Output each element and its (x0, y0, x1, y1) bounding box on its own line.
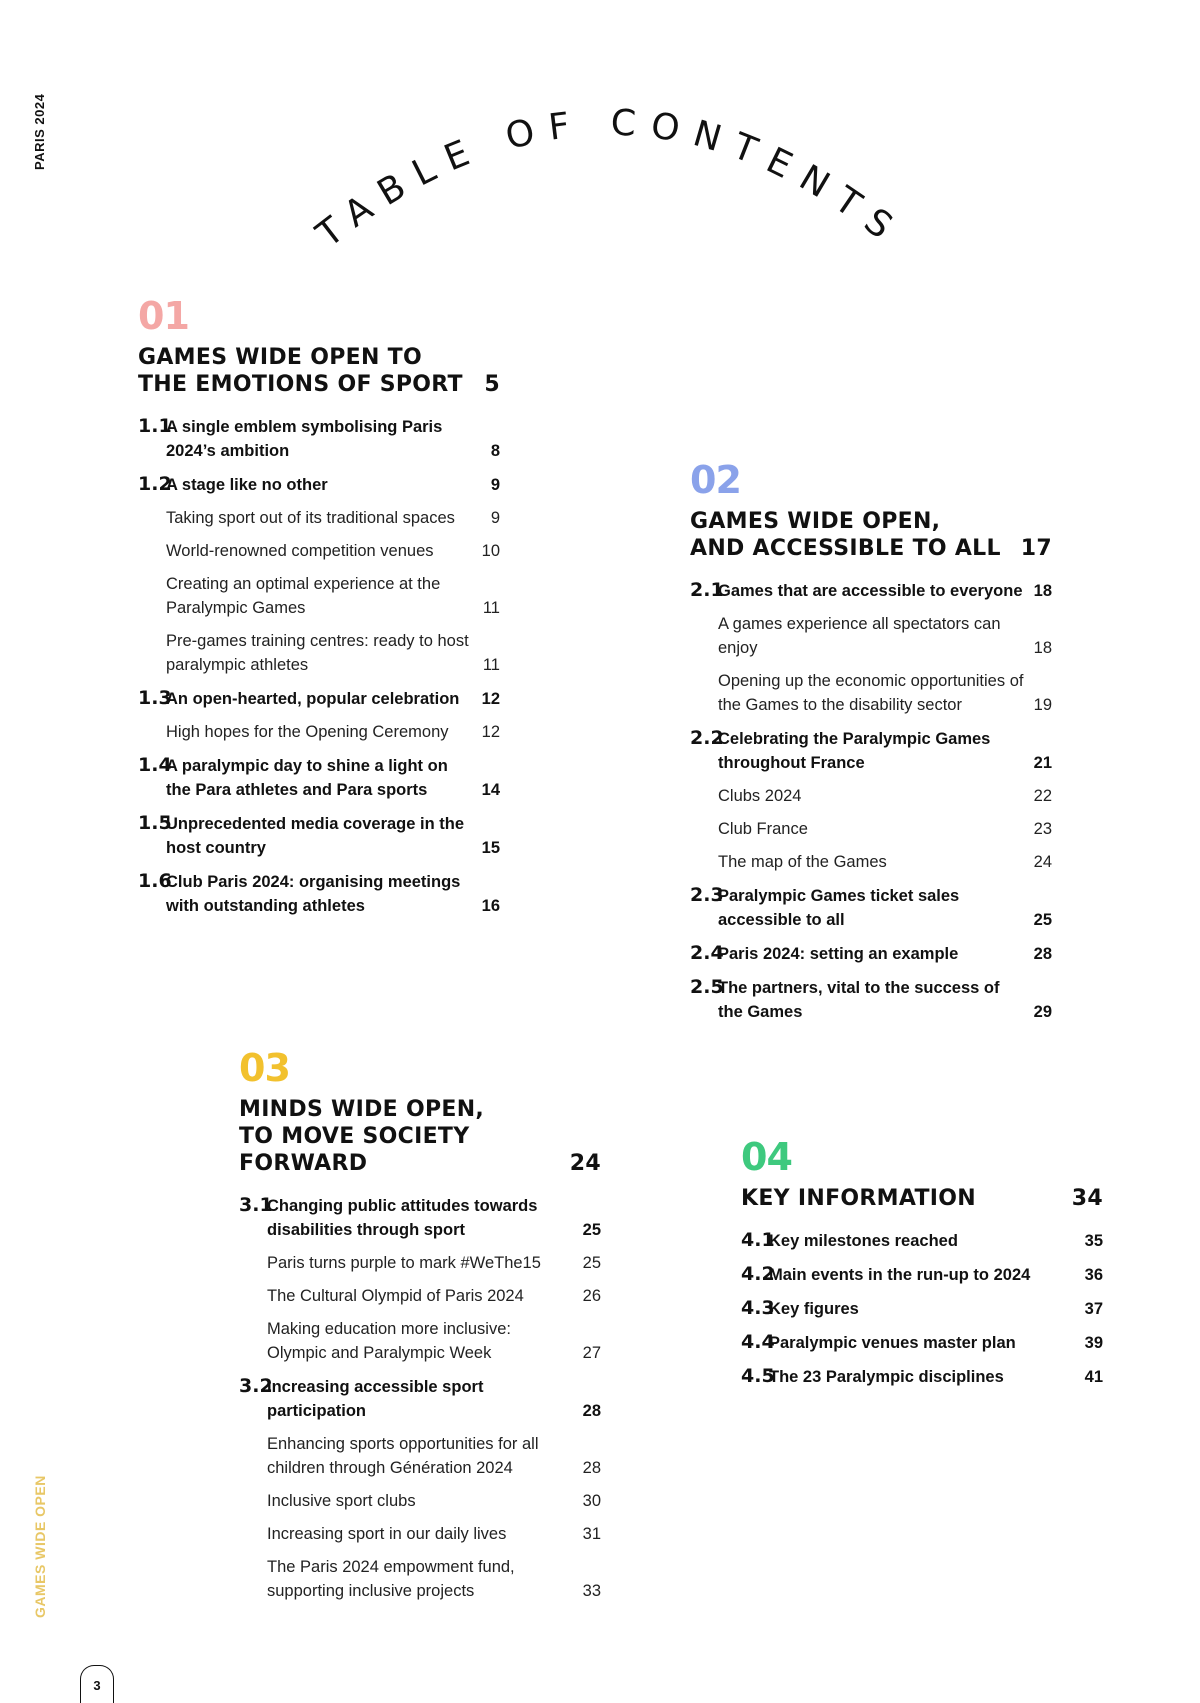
toc-entry-title (690, 941, 1026, 966)
toc-entry-page: 28 (582, 1459, 601, 1477)
side-label-games-wide-open: GAMES WIDE OPEN (32, 1475, 48, 1618)
toc-entry[interactable] (741, 1364, 1103, 1389)
toc-entry-number: 4.1 (741, 1229, 775, 1251)
toc-entry[interactable] (138, 686, 500, 711)
toc-entry-number: 4.3 (741, 1297, 775, 1319)
section-number: 03 (239, 1046, 290, 1090)
toc-entry-page: 14 (481, 781, 500, 799)
toc-entry-title (166, 720, 474, 744)
toc-entry-title (138, 686, 474, 711)
toc-entry-page: 25 (582, 1221, 601, 1239)
toc-entry-title (166, 572, 474, 620)
toc-entry-page: 18 (1033, 582, 1052, 600)
toc-entry-number: 1.3 (138, 687, 172, 709)
toc-entry-page: 41 (1084, 1368, 1103, 1386)
toc-entry[interactable] (690, 578, 1052, 603)
toc-entry-text: Clubs 2024 (718, 787, 802, 805)
toc-entry-page: 24 (1033, 853, 1052, 871)
toc-title-text: TABLE OF CONTENTS (309, 102, 911, 250)
toc-subentry[interactable] (239, 1251, 601, 1275)
toc-entry-page: 25 (582, 1254, 601, 1272)
toc-subentry[interactable] (690, 612, 1052, 660)
toc-entry-number: 2.2 (690, 727, 724, 749)
toc-entry-page: 21 (1033, 754, 1052, 772)
toc-subentry[interactable] (690, 669, 1052, 717)
toc-entry[interactable] (138, 753, 500, 802)
toc-entry-text: Paralympic venues master plan (769, 1334, 1016, 1352)
toc-entry-text: Games that are accessible to everyone (718, 582, 1023, 600)
section-heading (138, 344, 500, 398)
toc-entry-title (239, 1374, 575, 1423)
toc-entry[interactable] (138, 414, 500, 463)
toc-entry-number: 1.6 (138, 870, 172, 892)
toc-entry-text: A games experience all spectators can enjoy (718, 615, 1001, 657)
toc-subentry[interactable] (239, 1522, 601, 1546)
toc-entry-page: 25 (1033, 911, 1052, 929)
section-heading-text (239, 1096, 484, 1177)
toc-entry-number: 3.1 (239, 1194, 273, 1216)
toc-entry-number: 2.5 (690, 976, 724, 998)
toc-entry-page: 22 (1033, 787, 1052, 805)
toc-entry-page: 36 (1084, 1266, 1103, 1284)
section-heading-line: KEY INFORMATION (741, 1186, 976, 1211)
toc-entry-page: 39 (1084, 1334, 1103, 1352)
toc-entry-text: Unprecedented media coverage in the host country (166, 815, 465, 857)
toc-entry[interactable] (138, 811, 500, 860)
toc-entry-title (718, 817, 1026, 841)
section-page: 17 (1020, 536, 1052, 561)
toc-entry-title (741, 1228, 1077, 1253)
toc-entry-page: 28 (1033, 945, 1052, 963)
toc-entry-number: 4.5 (741, 1365, 775, 1387)
toc-title (300, 70, 920, 250)
toc-entry[interactable] (690, 883, 1052, 932)
toc-entry-text: A paralympic day to shine a light on the Para athletes and Para sports (166, 757, 448, 799)
toc-entry-number: 1.1 (138, 415, 172, 437)
toc-entry-title (741, 1262, 1077, 1287)
toc-entry-number: 2.1 (690, 579, 724, 601)
toc-entry-text: Changing public attitudes towards disabilities through sport (267, 1197, 538, 1239)
toc-entry-title (267, 1489, 575, 1513)
section-heading (690, 508, 1052, 562)
toc-entry-title (267, 1317, 575, 1365)
section-number: 01 (138, 294, 189, 338)
toc-entry-page: 9 (490, 509, 500, 527)
toc-entry-text: Club Paris 2024: organising meetings with outstanding athletes (166, 873, 461, 915)
section-02 (690, 460, 1052, 1033)
toc-subentry[interactable] (239, 1317, 601, 1365)
toc-entry-page: 16 (481, 897, 500, 915)
toc-subentry[interactable] (239, 1555, 601, 1603)
section-heading-line: GAMES WIDE OPEN TO (138, 345, 422, 370)
side-label-paris-2024: PARIS 2024 (32, 93, 47, 170)
section-heading-line: FORWARD (239, 1151, 368, 1176)
toc-entry-title (718, 784, 1026, 808)
toc-entry[interactable] (690, 975, 1052, 1024)
toc-subentry[interactable] (138, 720, 500, 744)
toc-entry-page: 35 (1084, 1232, 1103, 1250)
toc-entry-text: An open-hearted, popular celebration (166, 690, 460, 708)
toc-subentry[interactable] (239, 1489, 601, 1513)
toc-subentry[interactable] (239, 1284, 601, 1308)
toc-entry-number: 2.3 (690, 884, 724, 906)
toc-entry-page: 9 (490, 476, 500, 494)
section-heading-line: TO MOVE SOCIETY (239, 1124, 470, 1149)
toc-entry-title (267, 1284, 575, 1308)
toc-entry-title (138, 414, 474, 463)
toc-entry-title (690, 975, 1026, 1024)
section-heading-text (741, 1185, 976, 1212)
section-heading-line: AND ACCESSIBLE TO ALL (690, 536, 1001, 561)
section-heading-line: MINDS WIDE OPEN, (239, 1097, 485, 1122)
section-heading-line: THE EMOTIONS OF SPORT (138, 372, 463, 397)
toc-entry-title (267, 1432, 575, 1480)
toc-entry[interactable] (741, 1228, 1103, 1253)
toc-entry-page: 33 (582, 1582, 601, 1600)
section-heading (741, 1185, 1103, 1212)
toc-entry-title (166, 506, 474, 530)
page-number: 3 (80, 1665, 114, 1703)
toc-entry-title (690, 578, 1026, 603)
toc-entry[interactable] (741, 1296, 1103, 1321)
toc-entry-title (138, 869, 474, 918)
toc-entry-text: A single emblem symbolising Paris 2024’s ambition (166, 418, 443, 460)
toc-entry-title (741, 1330, 1077, 1355)
toc-entry-title (138, 753, 474, 802)
toc-entry-title (267, 1555, 575, 1603)
toc-entry-number: 4.4 (741, 1331, 775, 1353)
toc-entry[interactable] (138, 869, 500, 918)
toc-entry[interactable] (690, 726, 1052, 775)
toc-entry-text: Main events in the run-up to 2024 (769, 1266, 1031, 1284)
toc-entry-text: Creating an optimal experience at the Paralympic Games (166, 575, 441, 617)
toc-entry-text: Key figures (769, 1300, 859, 1318)
toc-subentry[interactable] (138, 629, 500, 677)
toc-entry-title (741, 1296, 1077, 1321)
toc-entry[interactable] (690, 941, 1052, 966)
toc-entry-text: Making education more inclusive: Olympic and Paralympic Week (267, 1320, 511, 1362)
toc-entry[interactable] (239, 1374, 601, 1423)
toc-entry-text: A stage like no other (166, 476, 328, 494)
toc-entry-text: Taking sport out of its traditional spaces (166, 509, 455, 527)
toc-entry-text: The Paris 2024 empowment fund, supporting inclusive projects (267, 1558, 515, 1600)
toc-entry-page: 27 (582, 1344, 601, 1362)
section-page: 24 (569, 1151, 601, 1176)
section-page: 5 (484, 372, 500, 397)
toc-entry-text: Enhancing sports opportunities for all children through Génération 2024 (267, 1435, 539, 1477)
toc-entry[interactable] (741, 1262, 1103, 1287)
toc-entry-title (138, 811, 474, 860)
section-heading-text (690, 508, 1001, 562)
toc-entry[interactable] (138, 472, 500, 497)
toc-entry-title (690, 883, 1026, 932)
toc-entry-page: 28 (582, 1402, 601, 1420)
toc-entry-title (267, 1251, 575, 1275)
svg-text:TABLE OF CONTENTS (309, 103, 911, 250)
section-number: 02 (690, 458, 741, 502)
toc-entry-number: 1.4 (138, 754, 172, 776)
toc-entry-page: 10 (481, 542, 500, 560)
toc-entry-title (166, 629, 474, 677)
toc-entry-text: Inclusive sport clubs (267, 1492, 416, 1510)
section-heading (239, 1096, 601, 1177)
toc-entry-page: 11 (482, 599, 500, 617)
section-number: 04 (741, 1135, 792, 1179)
toc-entry-page: 23 (1033, 820, 1052, 838)
section-03 (239, 1048, 601, 1612)
toc-entry-page: 31 (582, 1525, 601, 1543)
toc-entry-text: Increasing sport in our daily lives (267, 1525, 507, 1543)
toc-entry-title (166, 539, 474, 563)
toc-entry-page: 29 (1033, 1003, 1052, 1021)
section-01 (138, 296, 500, 927)
toc-entry-title (718, 669, 1026, 717)
toc-subentry[interactable] (690, 850, 1052, 874)
toc-entry-page: 19 (1033, 696, 1052, 714)
toc-entry-page: 30 (582, 1492, 601, 1510)
toc-entry-page: 37 (1084, 1300, 1103, 1318)
section-page: 34 (1071, 1186, 1103, 1211)
toc-entry-text: Club France (718, 820, 808, 838)
toc-entry-text: Paris 2024: setting an example (718, 945, 959, 963)
toc-entry-number: 3.2 (239, 1375, 273, 1397)
toc-entry-text: Pre-games training centres: ready to host paralympic athletes (166, 632, 469, 674)
toc-entry-text: World-renowned competition venues (166, 542, 434, 560)
toc-entry-title (718, 612, 1026, 660)
toc-entry-text: The partners, vital to the success of the Games (718, 979, 1000, 1021)
toc-entry[interactable] (741, 1330, 1103, 1355)
toc-entry-page: 11 (482, 656, 500, 674)
toc-entry-title (690, 726, 1026, 775)
toc-entry-title (239, 1193, 575, 1242)
toc-entry-number: 1.2 (138, 473, 172, 495)
section-04 (741, 1137, 1103, 1398)
toc-entry[interactable] (239, 1193, 601, 1242)
toc-subentry[interactable] (138, 506, 500, 530)
toc-entry-title (267, 1522, 575, 1546)
toc-subentry[interactable] (138, 539, 500, 563)
toc-entry-text: Opening up the economic opportunities of the Games to the disability sector (718, 672, 1024, 714)
toc-subentry[interactable] (690, 784, 1052, 808)
toc-entry-text: Paris turns purple to mark #WeThe15 (267, 1254, 541, 1272)
toc-entry-number: 4.2 (741, 1263, 775, 1285)
toc-entry-title (718, 850, 1026, 874)
toc-entry-page: 8 (490, 442, 500, 460)
toc-entry-text: Celebrating the Paralympic Games throughout France (718, 730, 991, 772)
toc-entry-page: 18 (1033, 639, 1052, 657)
toc-entry-number: 1.5 (138, 812, 172, 834)
section-heading-line: GAMES WIDE OPEN, (690, 509, 941, 534)
toc-entry-page: 26 (582, 1287, 601, 1305)
toc-subentry[interactable] (239, 1432, 601, 1480)
toc-entry-text: Increasing accessible sport participation (267, 1378, 484, 1420)
toc-entry-page: 12 (481, 690, 500, 708)
toc-entry-title (741, 1364, 1077, 1389)
toc-subentry[interactable] (138, 572, 500, 620)
toc-entry-text: The Cultural Olympid of Paris 2024 (267, 1287, 524, 1305)
toc-entry-page: 12 (481, 723, 500, 741)
toc-entry-page: 15 (481, 839, 500, 857)
toc-entry-text: Paralympic Games ticket sales accessible to all (718, 887, 960, 929)
section-heading-text (138, 344, 463, 398)
toc-entry-text: The 23 Paralympic disciplines (769, 1368, 1004, 1386)
toc-entry-text: High hopes for the Opening Ceremony (166, 723, 449, 741)
toc-entry-number: 2.4 (690, 942, 724, 964)
toc-subentry[interactable] (690, 817, 1052, 841)
toc-entry-text: Key milestones reached (769, 1232, 958, 1250)
toc-entry-title (138, 472, 474, 497)
toc-entry-text: The map of the Games (718, 853, 887, 871)
